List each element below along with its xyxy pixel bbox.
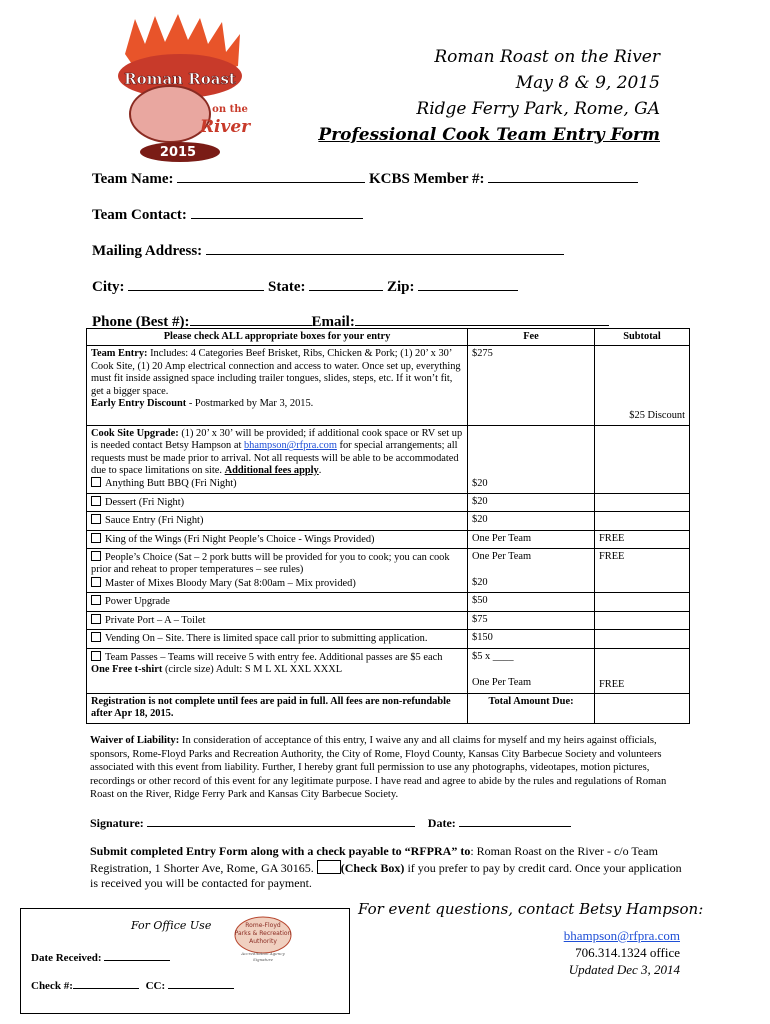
city-label: City: xyxy=(92,279,125,295)
table-row xyxy=(87,630,690,648)
waiver-paragraph xyxy=(90,734,688,802)
option-fee-2: $20 xyxy=(468,512,595,530)
additional-fees-note: Additional fees apply xyxy=(224,465,319,477)
office-seal xyxy=(233,913,303,963)
option-checkbox-6[interactable] xyxy=(91,595,101,605)
option-checkbox-7[interactable] xyxy=(91,614,101,624)
header-entries: Please check ALL appropriate boxes for your entry xyxy=(87,329,468,346)
seal-line-1: Rome-Floyd xyxy=(245,922,281,929)
option-checkbox-2[interactable] xyxy=(91,514,101,524)
contact-heading: For event questions, contact Betsy Hampson: xyxy=(358,900,704,918)
option-fee-7: $75 xyxy=(468,611,595,629)
option-label-2: Sauce Entry (Fri Night) xyxy=(105,515,204,527)
team-entry-fee: $275 xyxy=(468,346,595,425)
city-line[interactable] xyxy=(128,276,264,291)
option-fee-3: One Per Team xyxy=(468,530,595,548)
registration-note: Registration is not complete until fees are paid in full. All fees are non-refundable after Apr 18, 2015. xyxy=(87,693,468,723)
date-received-line[interactable] xyxy=(104,951,170,961)
signature-row xyxy=(90,816,571,831)
table-row xyxy=(87,611,690,629)
logo-year-text: 2015 xyxy=(159,145,197,160)
option-label-6: Power Upgrade xyxy=(105,596,170,608)
option-sub-3: FREE xyxy=(595,530,690,548)
phone-line[interactable] xyxy=(190,311,312,326)
cc-line[interactable] xyxy=(168,979,234,989)
early-entry-text: - Postmarked by Mar 3, 2015. xyxy=(186,398,314,410)
early-discount-cell xyxy=(595,346,690,425)
option-label-5: Master of Mixes Bloody Mary (Sat 8:00am – Mix provided) xyxy=(105,577,356,589)
seal-signature-2: Signature xyxy=(252,957,274,962)
credit-card-checkbox[interactable] xyxy=(317,860,341,874)
check-row xyxy=(31,979,234,992)
table-row-total xyxy=(87,693,690,723)
option-sub-7 xyxy=(595,611,690,629)
waiver-title: Waiver of Liability: xyxy=(90,735,180,746)
upgrade-title: Cook Site Upgrade: xyxy=(91,427,179,439)
table-row-upgrade xyxy=(87,425,690,493)
seal-line-3: Authority xyxy=(249,938,277,945)
check-line[interactable] xyxy=(73,979,139,989)
check-box-label: (Check Box) xyxy=(340,860,405,875)
contact-phone: 706.314.1324 office xyxy=(575,945,680,960)
upgrade-text-2: for special arrangements; all requests must be made prior to arrival. Not all requests will be able to be accommodated due to space limitations on site. xyxy=(91,440,459,477)
zip-line[interactable] xyxy=(418,276,518,291)
office-use-box xyxy=(20,908,350,1014)
option-checkbox-8[interactable] xyxy=(91,632,101,642)
total-amount[interactable] xyxy=(595,693,690,723)
email-label: Email: xyxy=(311,314,355,330)
team-entry-title: Team Entry: xyxy=(91,348,148,360)
option-label-4: People’s Choice (Sat – 2 pork butts will be provided for you to cook; you can cook prior and reheat to proper temperatures – see rules) xyxy=(91,552,450,576)
cc-label: CC: xyxy=(145,980,166,992)
tshirt-sub: FREE xyxy=(599,678,625,690)
passes-checkbox[interactable] xyxy=(91,651,101,661)
tshirt-sub-cell xyxy=(595,648,690,693)
option-sub-6 xyxy=(595,593,690,611)
table-row xyxy=(87,493,690,511)
option-sub-8 xyxy=(595,630,690,648)
team-contact-line[interactable] xyxy=(191,204,363,219)
option-checkbox-1[interactable] xyxy=(91,496,101,506)
tshirt-sizes[interactable]: (circle size) Adult: S M L XL XXL XXXL xyxy=(162,663,343,675)
table-row-team-entry xyxy=(87,346,690,425)
waiver-text: In consideration of acceptance of this entry, I waive any and all claims for myself and my heirs against officials, sponsors, Rome-Floyd Parks and Recreation Authority, the City of Rome, Floyd County, Kansas City Barbecue Society and volunteers associated with this event from liability. Further, I hereby grant full permission to use any photographs, videotapes, motion pictures, recordings or other record of this event for any legitimate purpose. I have read and agree to abide by the rules and regulations of Roman Roast on the River, Ridge Ferry Park and Kansas City Barbecue Society. xyxy=(90,735,667,801)
contact-email-link[interactable]: bhampson@rfpra.com xyxy=(563,928,680,943)
submit-bold: Submit completed Entry Form along with a check payable to “RFPRA” to xyxy=(90,844,471,858)
option-fee-6: $50 xyxy=(468,593,595,611)
passes-label: Team Passes – Teams will receive 5 with entry fee. Additional passes are $5 each xyxy=(105,651,443,663)
early-entry-title: Early Entry Discount xyxy=(91,398,187,410)
logo-title-text: Roman Roast xyxy=(124,70,236,88)
option-fee-1: $20 xyxy=(468,493,595,511)
team-name-row xyxy=(92,168,638,188)
signature-label: Signature: xyxy=(90,816,144,830)
option-fee-8: $150 xyxy=(468,630,595,648)
table-row xyxy=(87,593,690,611)
option-sub-2 xyxy=(595,512,690,530)
option-sub-4: FREE xyxy=(595,549,690,593)
logo-on-the-text: on the xyxy=(212,104,248,115)
form-title: Professional Cook Team Entry Form xyxy=(318,125,660,145)
office-use-title: For Office Use xyxy=(131,919,212,932)
option-sub-1 xyxy=(595,493,690,511)
signature-line[interactable] xyxy=(147,816,415,827)
submit-address: : Roman Roast on the River - c/o Team Registration, 1 Shorter Ave, Rome, GA 30165. xyxy=(90,844,658,875)
updated-date: Updated Dec 3, 2014 xyxy=(568,962,680,977)
team-contact-label: Team Contact: xyxy=(92,207,187,223)
option-checkbox-5[interactable] xyxy=(91,577,101,587)
event-logo xyxy=(100,14,270,164)
upgrade-text: (1) 20’ x 30’ will be provided; if additional cook space or RV set up is needed contact Betsy Hampson at xyxy=(91,427,463,452)
submit-instructions xyxy=(90,844,690,892)
header-fee: Fee xyxy=(468,329,595,346)
mailing-label: Mailing Address: xyxy=(92,243,203,259)
mailing-line[interactable] xyxy=(206,240,564,255)
date-label: Date: xyxy=(427,816,456,830)
state-line[interactable] xyxy=(309,276,383,291)
option-label-1: Dessert (Fri Night) xyxy=(105,496,185,508)
option-fee-cell-4 xyxy=(468,549,595,593)
phone-label: Phone (Best #): xyxy=(92,314,190,330)
kcbs-line[interactable] xyxy=(488,168,638,183)
option-fee-5: $20 xyxy=(472,577,488,589)
option-label-0: Anything Butt BBQ (Fri Night) xyxy=(105,478,237,490)
logo-river-text: River xyxy=(199,117,251,137)
option-fee-4: One Per Team xyxy=(472,551,532,563)
option-label-7: Private Port – A – Toilet xyxy=(105,614,206,626)
option-checkbox-0[interactable] xyxy=(91,477,101,487)
table-header-row xyxy=(87,329,690,346)
option-fee-0: $20 xyxy=(472,477,488,489)
option-label-8: Vending On – Site. There is limited space call prior to submitting application. xyxy=(105,633,428,645)
seal-line-2: Parks & Recreation xyxy=(234,930,292,937)
upgrade-email-link[interactable]: bhampson@rfpra.com xyxy=(243,440,337,452)
option-label-3: King of the Wings (Fri Night People’s Choice - Wings Provided) xyxy=(105,533,375,545)
option-fee-cell-0 xyxy=(468,425,595,493)
upgrade-cell xyxy=(87,425,468,493)
submit-text: if you prefer to pay by credit card. Once your application is received you will be contacted for payment. xyxy=(90,860,682,890)
team-name-line[interactable] xyxy=(177,168,365,183)
date-received-label: Date Received: xyxy=(31,952,102,964)
zip-label: Zip: xyxy=(387,279,415,295)
header-subtotal: Subtotal xyxy=(595,329,690,346)
passes-fee-cell xyxy=(468,648,595,693)
mailing-row xyxy=(92,240,564,260)
event-dates: May 8 & 9, 2015 xyxy=(515,73,660,93)
table-row xyxy=(87,549,690,593)
entry-table xyxy=(86,328,690,724)
option-checkbox-3[interactable] xyxy=(91,533,101,543)
team-entry-text: Includes: 4 Categories Beef Brisket, Ribs, Chicken & Pork; (1) 20’ x 30’ Cook Site, (1) 20 Amp electrical connection and access to water. Once set up, everything must fit inside assigned space including trailer tongues, slides, steps, etc. If it won’t fit, get a bigger space. xyxy=(91,348,461,397)
upgrade-end: . xyxy=(318,465,322,477)
passes-fee: $5 x ____ xyxy=(472,650,514,662)
early-discount: $25 Discount xyxy=(629,410,685,422)
date-line[interactable] xyxy=(459,816,571,827)
tshirt-title: One Free t-shirt xyxy=(91,663,163,675)
table-row-passes xyxy=(87,648,690,693)
team-name-label: Team Name: xyxy=(92,171,174,187)
table-row xyxy=(87,512,690,530)
team-contact-row xyxy=(92,204,363,224)
total-label: Total Amount Due: xyxy=(468,693,595,723)
check-label: Check #: xyxy=(31,980,73,992)
state-label: State: xyxy=(268,279,306,295)
event-name: Roman Roast on the River xyxy=(434,47,660,67)
tshirt-fee: One Per Team xyxy=(472,676,532,688)
option-sub-0 xyxy=(595,425,690,493)
kcbs-label: KCBS Member #: xyxy=(369,171,485,187)
team-entry-cell xyxy=(87,346,468,425)
table-row xyxy=(87,530,690,548)
date-received-row xyxy=(31,951,170,964)
event-location: Ridge Ferry Park, Rome, GA xyxy=(416,99,660,119)
city-row xyxy=(92,276,518,296)
seal-signature-1: Accreditation Agency xyxy=(241,951,285,956)
email-line[interactable] xyxy=(355,311,609,326)
option-checkbox-4[interactable] xyxy=(91,551,101,561)
